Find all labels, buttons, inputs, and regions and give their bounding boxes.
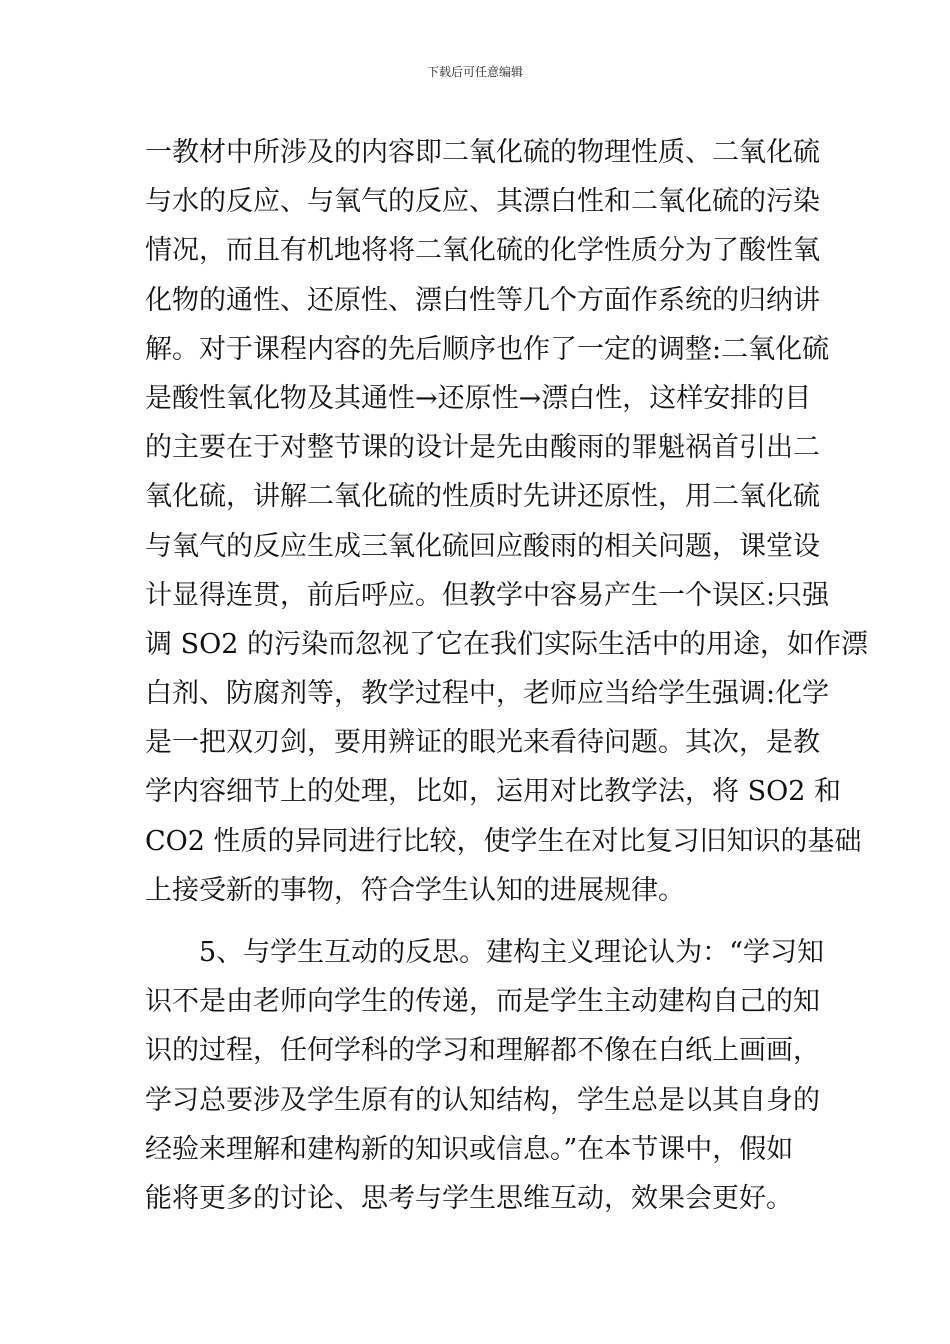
text-line: 能将更多的讨论、思考与学生思维互动，效果会更好。 bbox=[145, 1182, 793, 1214]
text-line: 情况，而且有机地将将二氧化硫的化学性质分为了酸性氧 bbox=[145, 235, 820, 267]
text-line: 学习总要涉及学生原有的认知结构，学生总是以其自身的 bbox=[145, 1084, 820, 1116]
text-line: 一教材中所涉及的内容即二氧化硫的物理性质、二氧化硫 bbox=[145, 137, 820, 168]
text-line: 经验来理解和建构新的知识或信息。”在本节课中，假如 bbox=[145, 1133, 794, 1165]
text-line: 上接受新的事物，符合学生认知的进展规律。 bbox=[145, 874, 685, 906]
text-line: 与氧气的反应生成三氧化硫回应酸雨的相关问题，课堂设 bbox=[145, 530, 820, 562]
text-line: 识的过程，任何学科的学习和理解都不像在白纸上画画， bbox=[145, 1035, 820, 1067]
page-header: 下载后可任意编辑 bbox=[426, 65, 523, 79]
text-line: 5、与学生互动的反思。建构主义理论认为：“学习知 bbox=[145, 937, 824, 968]
text-line: CO2 性质的异同进行比较，使学生在对比复习旧知识的基础 bbox=[145, 825, 862, 857]
text-line: 学内容细节上的处理，比如，运用对比教学法，将 SO2 和 bbox=[145, 776, 841, 808]
text-line: 与水的反应、与氧气的反应、其漂白性和二氧化硫的污染 bbox=[145, 186, 820, 218]
text-line: 调 SO2 的污染而忽视了它在我们实际生活中的用途，如作漂 bbox=[145, 628, 868, 660]
text-line: 白剂、防腐剂等，教学过程中，老师应当给学生强调:化学 bbox=[145, 678, 830, 710]
paragraph-gap bbox=[145, 915, 815, 928]
text-line: 解。对于课程内容的先后顺序也作了一定的调整:二氧化硫 bbox=[145, 333, 830, 365]
document-body bbox=[145, 128, 868, 1223]
text-line: 化物的通性、还原性、漂白性等几个方面作系统的归纳讲 bbox=[145, 284, 820, 316]
text-line: 是一把双刃剑，要用辨证的眼光来看待问题。其次，是教 bbox=[145, 727, 820, 759]
text-line: 氧化硫，讲解二氧化硫的性质时先讲还原性，用二氧化硫 bbox=[145, 481, 820, 513]
text-line: 计显得连贯，前后呼应。但教学中容易产生一个误区:只强 bbox=[145, 579, 830, 611]
paragraph-1 bbox=[145, 128, 868, 915]
text-line: 是酸性氧化物及其通性→还原性→漂白性，这样安排的目 bbox=[145, 382, 812, 414]
text-line: 识不是由老师向学生的传递，而是学生主动建构自己的知 bbox=[145, 986, 820, 1018]
paragraph-2 bbox=[145, 928, 824, 1223]
text-line: 的主要在于对整节课的设计是先由酸雨的罪魁祸首引出二 bbox=[145, 432, 820, 464]
